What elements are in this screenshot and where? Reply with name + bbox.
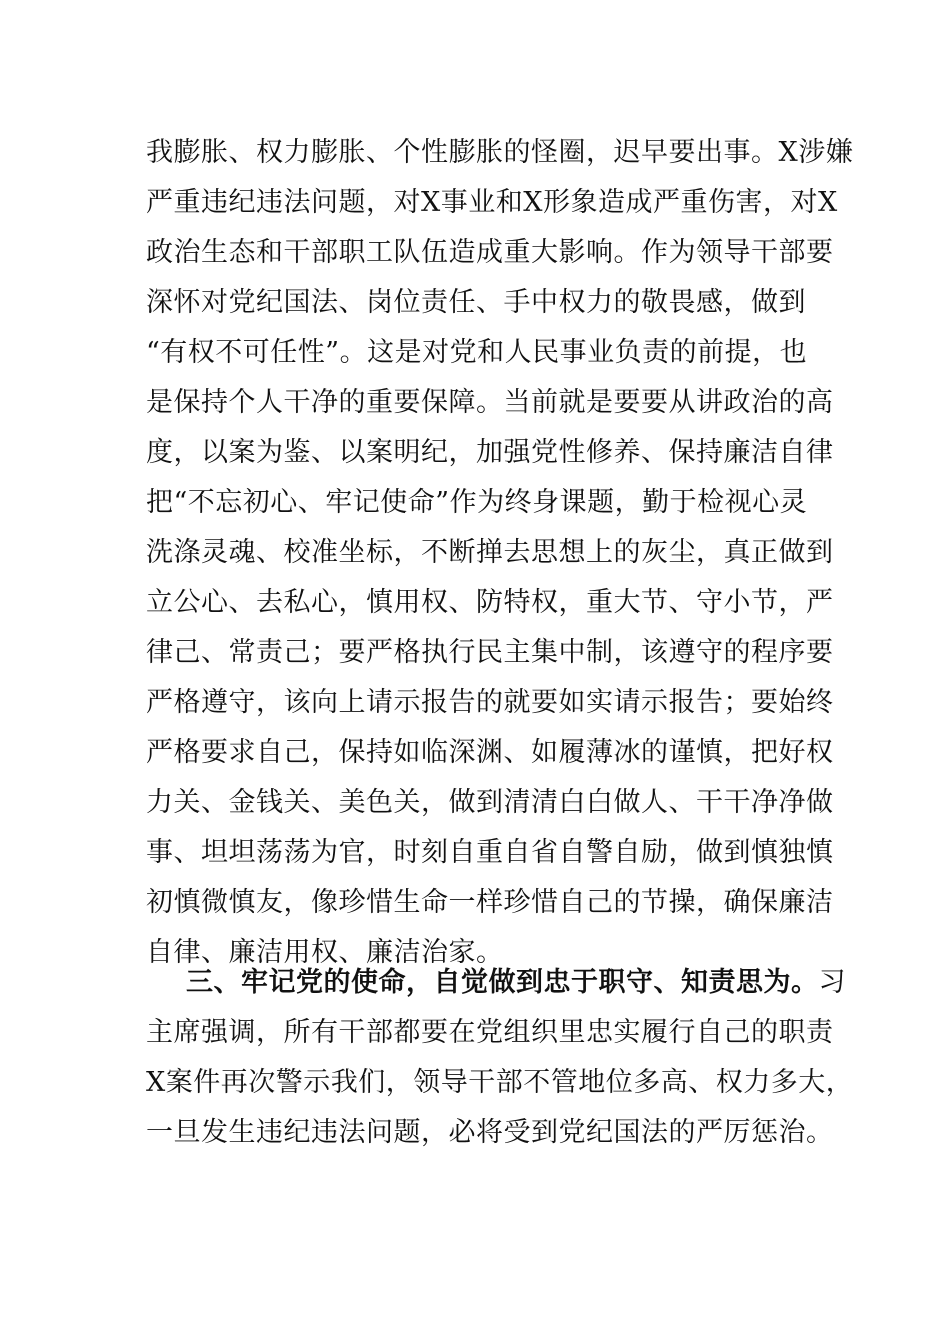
text-line: 是保持个人干净的重要保障。当前就是要要从讲政治的高: [146, 387, 834, 418]
text-line: “有权不可任性”。这是对党和人民事业负责的前提，也: [146, 337, 808, 368]
body-paragraph-2: [146, 958, 854, 1158]
text-line: 自律、廉洁用权、廉洁治家。: [146, 937, 504, 968]
text-line: 洗涤灵魂、校准坐标，不断掸去思想上的灰尘，真正做到: [146, 537, 834, 568]
section-heading: 三、牢记党的使命，自觉做到忠于职守、知责思为。: [186, 967, 819, 998]
text-line: 一旦发生违纪违法问题，必将受到党纪国法的严厉惩治。: [146, 1117, 834, 1148]
text-line: 律己、常责己；要严格执行民主集中制，该遵守的程序要: [146, 637, 834, 668]
text-line: 严格遵守，该向上请示报告的就要如实请示报告；要始终: [146, 687, 834, 718]
text-line: 度，以案为鉴、以案明纪，加强党性修养、保持廉洁自律: [146, 437, 834, 468]
text-line: 深怀对党纪国法、岗位责任、手中权力的敬畏感，做到: [146, 287, 806, 318]
text-line: 严格要求自己，保持如临深渊、如履薄冰的谨慎，把好权: [146, 737, 834, 768]
body-paragraph-1: [146, 128, 854, 978]
text-line: X案件再次警示我们，领导干部不管地位多高、权力多大，: [146, 1067, 854, 1098]
text-line: 我膨胀、权力膨胀、个性膨胀的怪圈，迟早要出事。X涉嫌: [146, 137, 854, 168]
section-heading-line: [146, 958, 846, 1008]
heading-line-tail: 习: [818, 967, 846, 998]
text-line: 主席强调，所有干部都要在党组织里忠实履行自己的职责: [146, 1017, 834, 1048]
text-line: 严重违纪违法问题，对X事业和X形象造成严重伤害，对X: [146, 187, 838, 218]
text-line: 初慎微慎友，像珍惜生命一样珍惜自己的节操，确保廉洁: [146, 887, 834, 918]
text-line: 立公心、去私心，慎用权、防特权，重大节、守小节，严: [146, 587, 834, 618]
text-line: 把“不忘初心、牢记使命”作为终身课题，勤于检视心灵: [146, 487, 808, 518]
text-line: 力关、金钱关、美色关，做到清清白白做人、干干净净做: [146, 787, 834, 818]
text-line: 政治生态和干部职工队伍造成重大影响。作为领导干部要: [146, 237, 834, 268]
text-line: 事、坦坦荡荡为官，时刻自重自省自警自励，做到慎独慎: [146, 837, 834, 868]
